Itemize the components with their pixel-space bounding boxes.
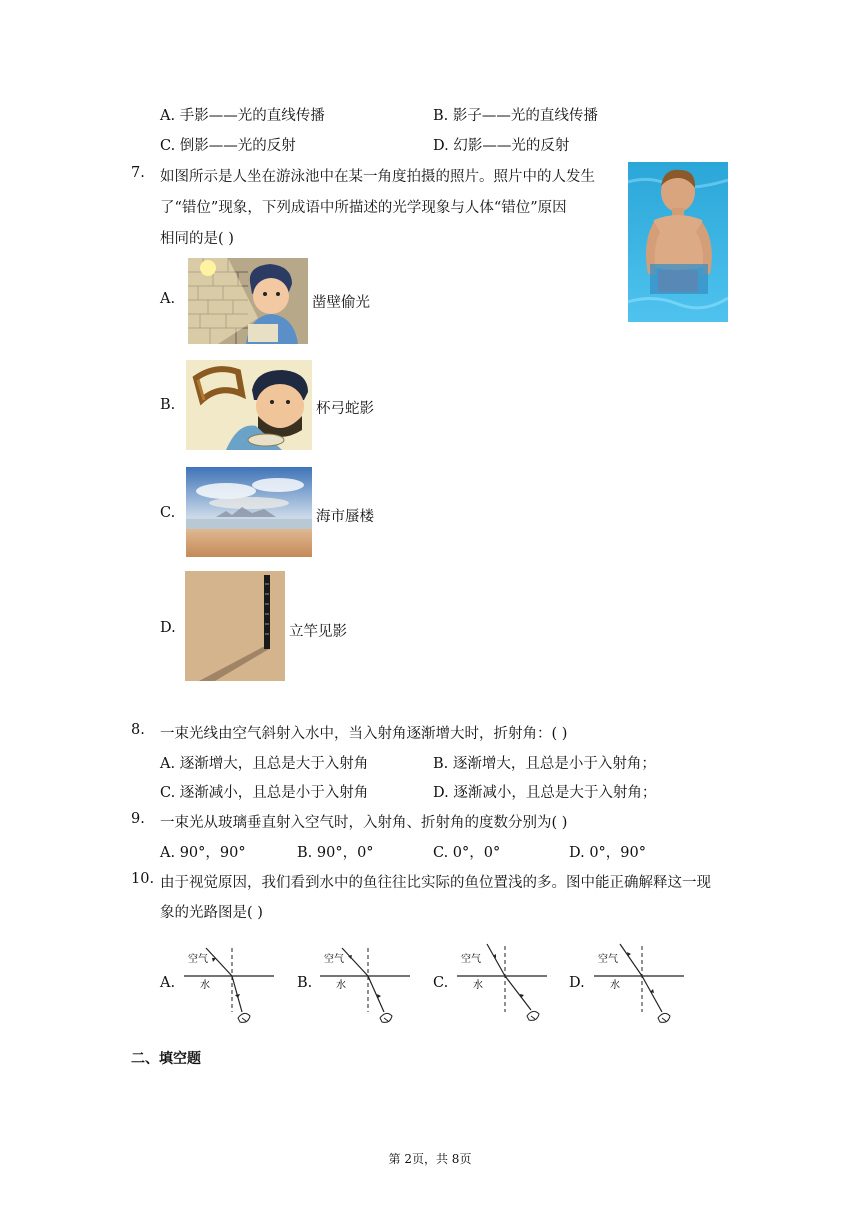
q7-option-d-label: D. [160,620,176,636]
water-label: 水 [473,980,483,991]
air-label: 空气 [324,954,344,965]
q9-number: 9. [131,811,145,827]
q7-option-d-text: 立竿见影 [289,624,347,640]
q6-option-c: C. 倒影——光的反射 [160,138,296,154]
q10-diagram-c [455,940,547,1032]
air-label: 空气 [188,954,208,965]
q6-option-b: B. 影子——光的直线传播 [433,108,598,124]
page-footer: 第 2页，共 8页 [388,1152,472,1166]
air-label: 空气 [598,954,618,965]
q8-option-a: A. 逐渐增大，且总是大于入射角 [160,756,369,772]
q7-option-b-image [186,360,312,450]
water-label: 水 [610,980,620,991]
q6-option-d: D. 幻影——光的反射 [433,138,570,154]
q6-option-a: A. 手影——光的直线传播 [160,108,325,124]
q10-option-a-label: A. [160,975,176,991]
q8-option-c: C. 逐渐减小，且总是小于入射角 [160,785,369,801]
q8-option-d: D. 逐渐减小，且总是大于入射角； [433,785,657,801]
q10-diagram-d [592,940,684,1032]
q10-option-b-label: B. [297,975,313,991]
q7-option-b-label: B. [160,397,176,413]
q9-option-d: D. 0°，90° [569,845,647,861]
q8-stem: 一束光线由空气斜射入水中，当入射角逐渐增大时，折射角：( ) [160,726,568,742]
q7-option-d-image [185,571,285,681]
air-label: 空气 [461,954,481,965]
q10-option-d-label: D. [569,975,585,991]
section-title: 二、填空题 [131,1051,201,1067]
q10-number: 10. [131,871,155,887]
q7-stem-line2: 了“错位”现象，下列成语中所描述的光学现象与人体“错位”原因 [160,200,567,216]
q7-option-a-label: A. [160,291,176,307]
q10-diagram-a [182,940,274,1032]
q7-option-b-text: 杯弓蛇影 [316,401,374,417]
q10-stem-line1: 由于视觉原因，我们看到水中的鱼往往比实际的鱼位置浅的多。图中能正确解释这一现 [160,875,711,891]
q7-option-c-image [186,467,312,557]
swimming-pool-photo [628,162,728,322]
q7-number: 7. [131,165,145,181]
q9-stem: 一束光从玻璃垂直射入空气时，入射角、折射角的度数分别为( ) [160,815,568,831]
q7-option-c-text: 海市蜃楼 [316,509,374,525]
water-label: 水 [200,980,210,991]
q7-stem-line3: 相同的是( ) [160,231,234,247]
q9-option-c: C. 0°，0° [433,845,501,861]
q7-option-a-image [188,258,308,344]
q9-option-b: B. 90°，0° [297,845,374,861]
q9-option-a: A. 90°，90° [160,845,246,861]
q7-option-a-text: 凿壁偷光 [312,295,370,311]
q7-option-c-label: C. [160,505,176,521]
q7-stem-line1: 如图所示是人坐在游泳池中在某一角度拍摄的照片。照片中的人发生 [160,169,595,185]
water-label: 水 [336,980,346,991]
q10-diagram-b [318,940,410,1032]
q8-option-b: B. 逐渐增大，且总是小于入射角； [433,756,656,772]
q10-stem-line2: 象的光路图是( ) [160,905,263,921]
q10-option-c-label: C. [433,975,449,991]
q8-number: 8. [131,722,145,738]
